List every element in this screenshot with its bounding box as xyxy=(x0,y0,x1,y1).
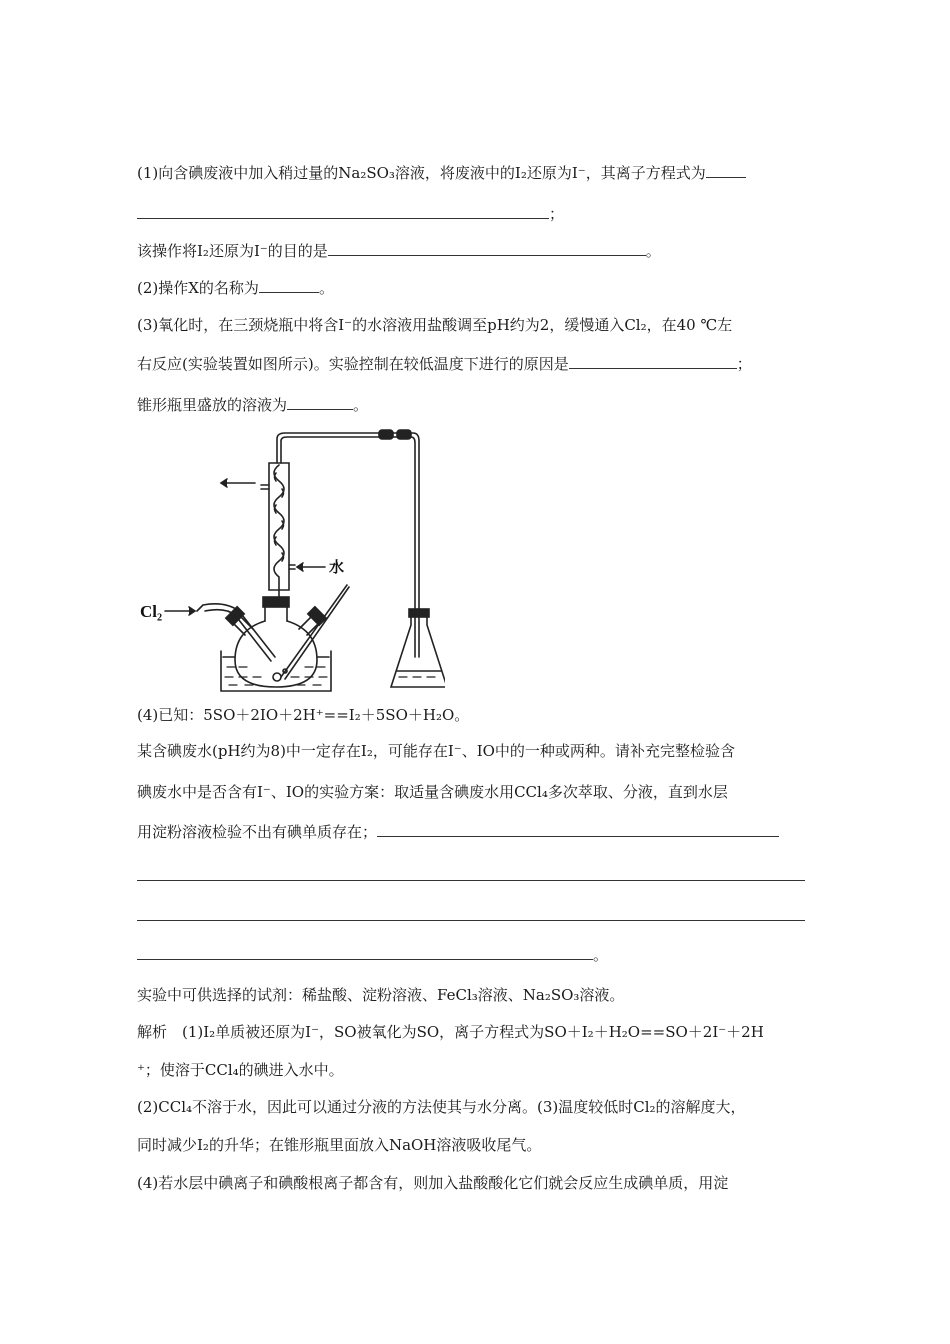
answer-blank-1b[interactable] xyxy=(137,204,549,219)
analysis-line5: (4)若水层中碘离子和碘酸根离子都含有，则加入盐酸酸化它们就会反应生成碘单质，用淀 xyxy=(137,1174,729,1192)
q4-line2: 某含碘废水(pH约为8)中一定存在I₂，可能存在I⁻、IO中的一种或两种。请补充完整检验含 xyxy=(137,742,735,760)
q4-line4: 用淀粉溶液检验不出有碘单质存在； xyxy=(137,822,779,842)
answer-blank-3a[interactable] xyxy=(569,354,737,369)
q4-reagents: 实验中可供选择的试剂：稀盐酸、淀粉溶液、FeCl₃溶液、Na₂SO₃溶液。 xyxy=(137,986,625,1004)
erlenmeyer-flask xyxy=(391,615,445,687)
answer-blank-1c[interactable] xyxy=(328,241,646,256)
analysis-line4: 同时减少I₂的升华；在锥形瓶里面放入NaOH溶液吸收尾气。 xyxy=(137,1136,542,1154)
q4-line-end: 。 xyxy=(137,945,608,965)
answer-blank-4d[interactable] xyxy=(137,945,593,960)
thermometer xyxy=(281,585,349,679)
analysis-line2: ⁺；使溶于CCl₄的碘进入水中。 xyxy=(137,1061,344,1079)
lab-apparatus-figure xyxy=(135,425,445,697)
answer-blank-4b[interactable] xyxy=(137,880,805,881)
answer-blank-3b[interactable] xyxy=(287,395,353,410)
q3-line3: 锥形瓶里盛放的溶液为 。 xyxy=(137,396,369,414)
q2-line: (2)操作X的名称为 。 xyxy=(137,279,334,297)
q3-line1: (3)氧化时，在三颈烧瓶中将含I⁻的水溶液用盐酸调至pH约为2，缓慢通入Cl₂，在40 ℃左 xyxy=(137,316,733,334)
analysis-line1: 解析 (1)I₂单质被还原为I⁻，SO被氧化为SO，离子方程式为SO＋I₂＋H₂O==SO＋2I⁻＋2H xyxy=(137,1023,764,1041)
analysis-line3: (2)CCl₄不溶于水，因此可以通过分液的方法使其与水分离。(3)温度较低时Cl₂的溶解度大， xyxy=(137,1098,746,1116)
answer-blank-4c[interactable] xyxy=(137,920,805,921)
water-label: 水 xyxy=(329,558,345,576)
cl2-label: Cl₂ xyxy=(140,602,163,621)
condenser xyxy=(269,463,289,590)
answer-blank-1a[interactable] xyxy=(706,163,746,178)
q1-line2: ； xyxy=(137,204,564,224)
q3-line2: 右反应(实验装置如图所示)。实验控制在较低温度下进行的原因是 ； xyxy=(137,355,752,373)
q1-line3: 该操作将I₂还原为I⁻的目的是 。 xyxy=(137,242,661,260)
q1-line1: (1)向含碘废液中加入稍过量的Na₂SO₃溶液，将废液中的I₂还原为I⁻，其离子方程式为 xyxy=(137,163,746,183)
q4-line3: 碘废水中是否含有I⁻、IO的实验方案：取适量含碘废水用CCl₄多次萃取、分液，直到水层 xyxy=(137,783,728,801)
answer-blank-2[interactable] xyxy=(259,278,319,293)
q4-line1: (4)已知：5SO＋2IO＋2H⁺==I₂＋5SO＋H₂O。 xyxy=(137,706,470,724)
delivery-tube xyxy=(277,433,419,657)
rubber-joint xyxy=(379,430,393,439)
answer-blank-4a[interactable] xyxy=(377,822,779,837)
